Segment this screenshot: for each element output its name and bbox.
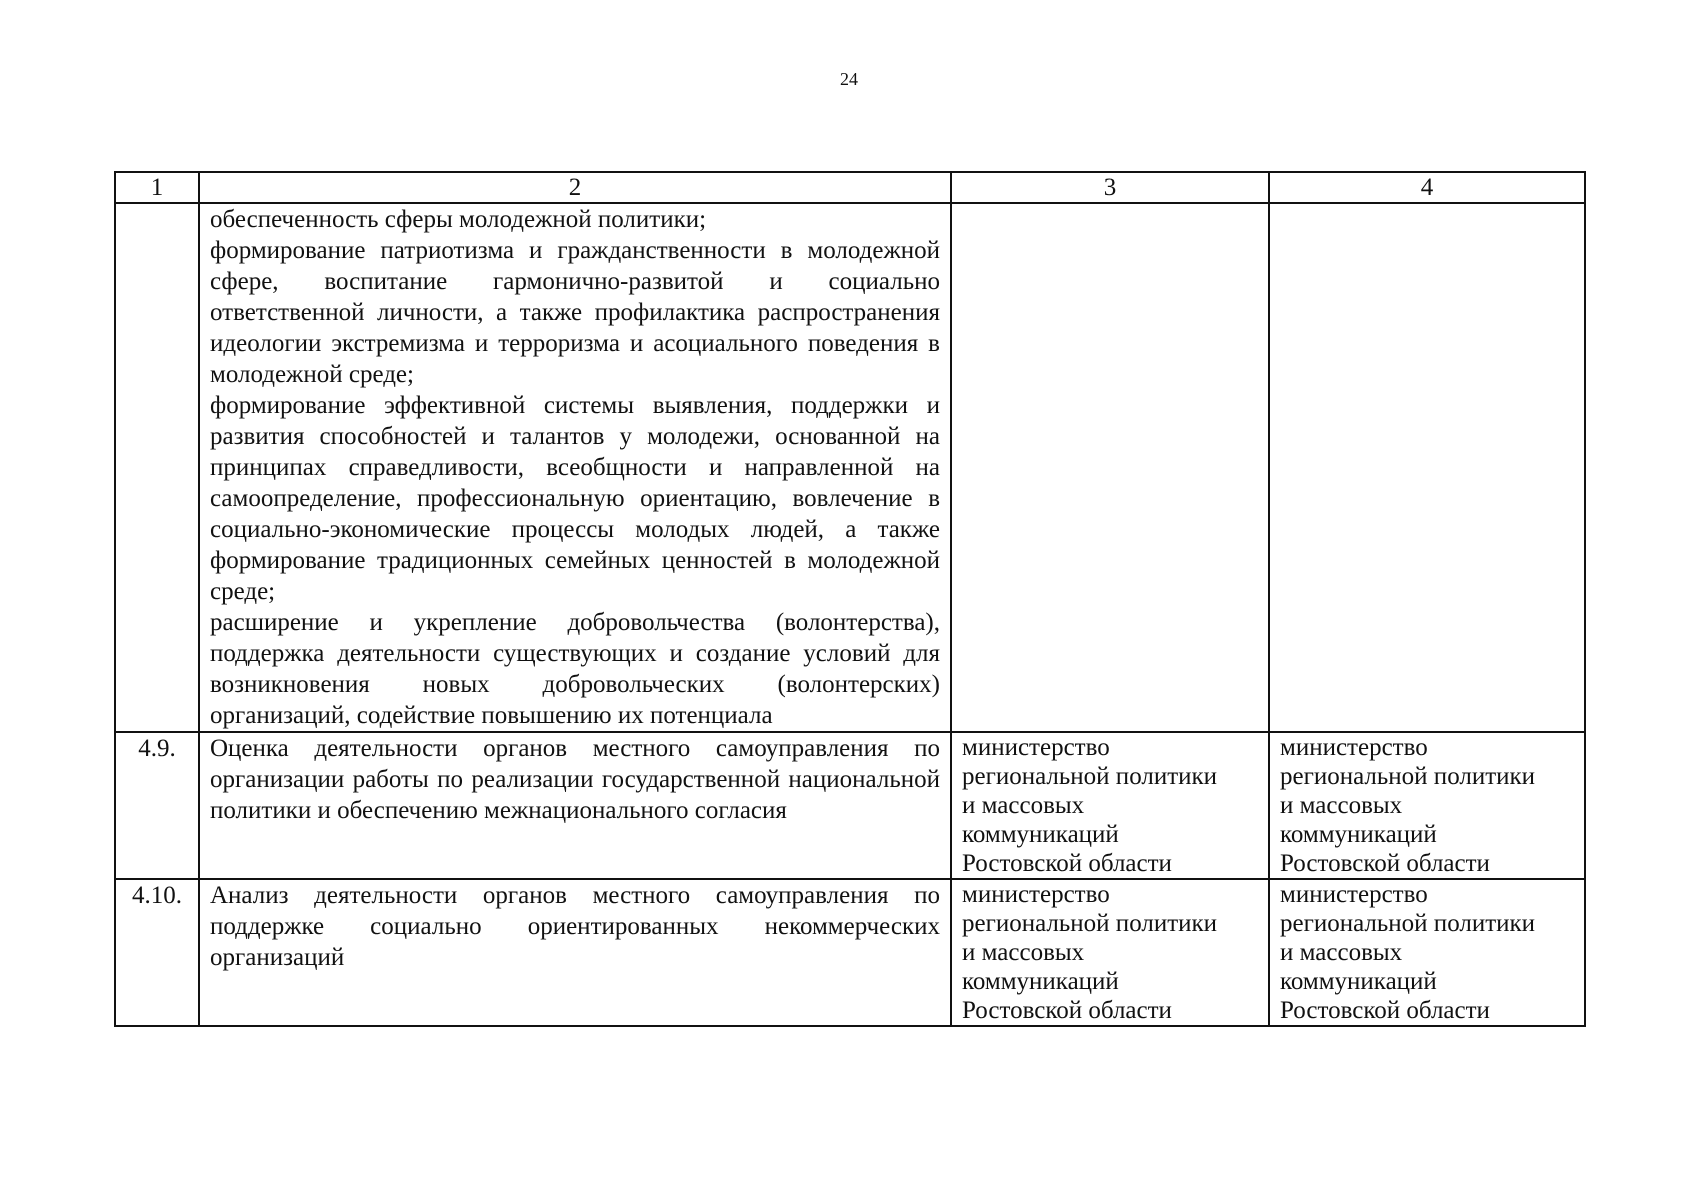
coexecutor-line: коммуникаций xyxy=(1280,968,1437,995)
responsible-cell xyxy=(951,732,1269,879)
coexecutor-line: коммуникаций xyxy=(1280,821,1437,848)
page-number: 24 xyxy=(840,69,858,89)
table-row xyxy=(115,879,1585,1026)
responsible-line: Ростовской области xyxy=(962,997,1172,1024)
coexecutor-line: министерство xyxy=(1280,734,1428,761)
responsible-line: Ростовской области xyxy=(962,850,1172,877)
coexecutor-line: региональной политики xyxy=(1280,763,1536,790)
table-header-row xyxy=(115,172,1585,203)
responsible-line: региональной политики xyxy=(962,763,1218,790)
responsible-line: и массовых xyxy=(962,792,1085,819)
row-description-cell xyxy=(199,203,951,732)
responsible-line: и массовых xyxy=(962,939,1085,966)
row-description-cell xyxy=(199,732,951,879)
table-row xyxy=(115,732,1585,879)
responsible-line: региональной политики xyxy=(962,910,1218,937)
responsible-cell xyxy=(951,879,1269,1026)
row-description-text: Оценка деятельности органов местного самоуправления по организации работы по реализации государственной национальной политики и обеспечению межнационального согласия xyxy=(210,735,940,824)
row-description-cell xyxy=(199,879,951,1026)
responsible-line: коммуникаций xyxy=(962,968,1119,995)
coexecutor-line: региональной политики xyxy=(1280,910,1536,937)
coexecutor-line: и массовых xyxy=(1280,792,1403,819)
responsible-line: министерство xyxy=(962,881,1110,908)
coexecutor-cell xyxy=(1269,732,1585,879)
responsible-line: министерство xyxy=(962,734,1110,761)
coexecutor-line: Ростовской области xyxy=(1280,997,1490,1024)
column-header-4: 4 xyxy=(1269,172,1585,203)
description-line-2: формирование патриотизма и гражданственности в молодежной сфере, воспитание гармонично-развитой и социально ответственной личности, а также профилактика распространения идеологии экстремизма и терроризма и асоциального поведения в молодежной среде; xyxy=(210,237,940,388)
coexecutor-line: Ростовской области xyxy=(1280,850,1490,877)
description-line-1: обеспеченность сферы молодежной политики; xyxy=(210,206,707,233)
document-table xyxy=(114,171,1586,1027)
column-header-2: 2 xyxy=(199,172,951,203)
coexecutor-line: и массовых xyxy=(1280,939,1403,966)
coexecutor-cell xyxy=(1269,203,1585,732)
coexecutor-cell xyxy=(1269,879,1585,1026)
column-header-3: 3 xyxy=(951,172,1269,203)
description-line-3: формирование эффективной системы выявления, поддержки и развития способностей и талантов у молодежи, основанной на принципах справедливости, всеобщности и направленной на самоопределение, профессиональную ориентацию, вовлечение в социально-экономические процессы молодых людей, а также формирование традиционных семейных ценностей в молодежной среде; xyxy=(210,392,940,605)
row-number-cell: 4.10. xyxy=(115,879,199,1026)
row-description-text: Анализ деятельности органов местного самоуправления по поддержке социально ориентированных некоммерческих организаций xyxy=(210,882,940,971)
responsible-line: коммуникаций xyxy=(962,821,1119,848)
description-line-4: расширение и укрепление добровольчества (волонтерства), поддержка деятельности существующих и создание условий для возникновения новых добровольческих (волонтерских) организаций, содействие повышению их потенциала xyxy=(210,609,940,729)
table-row-continuation xyxy=(115,203,1585,732)
row-number-cell: 4.9. xyxy=(115,732,199,879)
row-number-cell xyxy=(115,203,199,732)
coexecutor-line: министерство xyxy=(1280,881,1428,908)
responsible-cell xyxy=(951,203,1269,732)
column-header-1: 1 xyxy=(115,172,199,203)
